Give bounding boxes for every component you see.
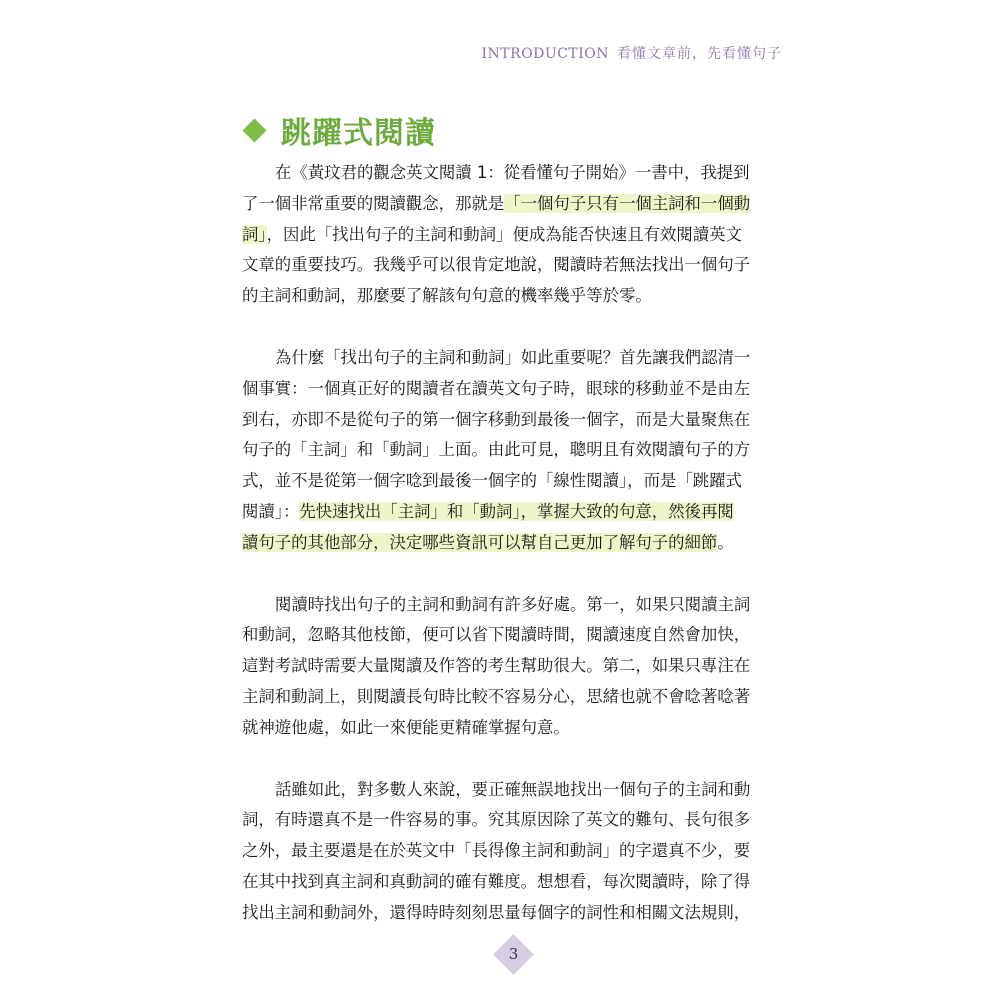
section-title-text: 跳躍式閱讀	[281, 116, 436, 151]
text-segment: ，因此「找出句子的主詞和動詞」便成為能否快速且有效閱讀英文	[266, 224, 742, 244]
text-line: 到右，亦即不是從句子的第一個字移動到最後一個字，而是大量聚焦在	[242, 409, 751, 429]
text-line: 式，並不是從第一個字唸到最後一個字的「線性閱讀」，而是「跳躍式	[242, 471, 742, 491]
text-line: 主詞和動詞上，則閱讀長句時比較不容易分心，思緒也就不會唸著唸著	[242, 686, 751, 706]
text-line: 在《黃玟君的觀念英文閱讀 1：從看懂句子開始》一書中，我提到	[275, 163, 750, 182]
text-line	[242, 497, 787, 528]
text-line: 和動詞，忽略其他枝節，便可以省下閱讀時間，閱讀速度自然會加快，	[242, 625, 751, 645]
text-line	[242, 189, 787, 220]
highlighted-text: 讀句子的其他部分，決定哪些資訊可以幫自己更加了解句子的細節	[242, 532, 718, 552]
section-title	[243, 108, 436, 152]
highlighted-text: 「一個句子只有一個主詞和一個動	[504, 193, 751, 213]
body-text	[242, 158, 787, 929]
page-number: 3	[508, 945, 519, 963]
running-header-cn: 看懂文章前，先看懂句子	[617, 46, 782, 62]
text-line: 詞，有時還真不是一件容易的事。究其原因除了英文的難句、長句很多	[242, 810, 751, 830]
text-line: 之外，最主要還是在於英文中「長得像主詞和動詞」的字還真不少，要	[242, 841, 751, 861]
text-segment: 了一個非常重要的閱讀觀念，那就是	[242, 193, 505, 213]
text-line	[242, 220, 787, 251]
text-line: 個事實：一個真正好的閱讀者在讀英文句子時，眼球的移動並不是由左	[242, 378, 751, 398]
running-header-en: INTRODUCTION	[481, 46, 609, 62]
running-header	[482, 43, 782, 63]
diamond-bullet-icon	[242, 118, 266, 142]
paragraph-4	[242, 775, 787, 929]
text-line: 的主詞和動詞，那麼要了解該句句意的機率幾乎等於零。	[242, 286, 652, 306]
text-line: 句子的「主詞」和「動詞」上面。由此可見，聰明且有效閱讀句子的方	[242, 440, 751, 460]
text-segment: 閱讀」：	[242, 501, 300, 521]
text-line: 就神遊他處，如此一來便能更精確掌握句意。	[242, 717, 570, 737]
page-number-badge	[495, 936, 532, 973]
text-line: 文章的重要技巧。我幾乎可以很肯定地說，閱讀時若無法找出一個句子	[242, 255, 751, 275]
text-line: 找出主詞和動詞外，還得時時刻刻思量每個字的詞性和相關文法規則，	[242, 902, 751, 922]
highlighted-text: 詞」	[242, 224, 267, 244]
highlighted-text: 先快速找出「主詞」和「動詞」，掌握大致的句意，然後再閱	[299, 501, 734, 521]
text-line	[242, 528, 787, 559]
text-line: 為什麼「找出句子的主詞和動詞」如此重要呢？首先讓我們認清一	[275, 347, 751, 367]
paragraph-2	[242, 343, 787, 559]
paragraph-1	[242, 158, 787, 312]
text-segment: 。	[717, 532, 734, 552]
text-line: 閱讀時找出句子的主詞和動詞有許多好處。第一，如果只閱讀主詞	[275, 594, 751, 614]
paragraph-3	[242, 590, 787, 744]
text-line: 這對考試時需要大量閱讀及作答的考生幫助很大。第二，如果只專注在	[242, 656, 751, 676]
text-line: 話雖如此，對多數人來說，要正確無誤地找出一個句子的主詞和動	[275, 779, 751, 799]
text-line: 在其中找到真主詞和真動詞的確有難度。想想看，每次閱讀時，除了得	[242, 871, 751, 891]
